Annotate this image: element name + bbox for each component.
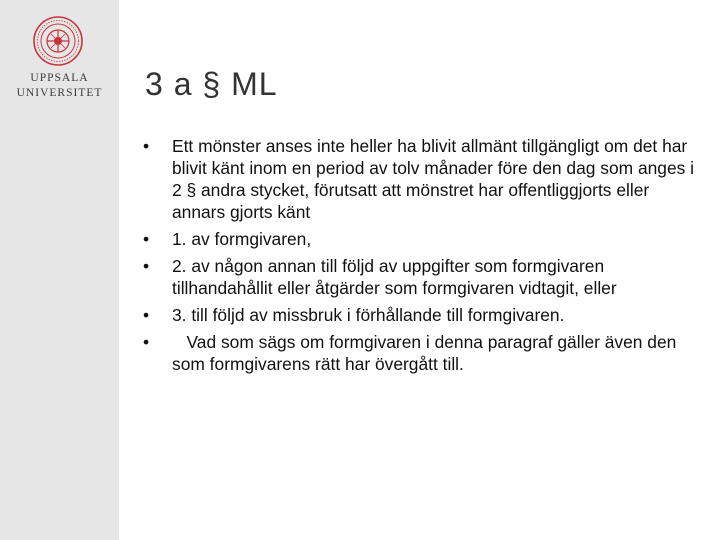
bullet-icon: • [143,229,150,249]
logo-text-line1: UPPSALA [30,72,89,84]
bullet-text: Ett mönster anses inte heller ha blivit allmänt tillgängligt om det har blivit känt inom en period av tolv månader före den dag som anges i 2 § andra stycket, förutsatt att mönstret har offentliggjorts eller annars gjorts känt [172,136,695,222]
bullet-item [142,331,702,375]
bullet-item [142,255,702,299]
logo-text-line2: UNIVERSITET [16,87,103,99]
bullet-icon: • [143,136,150,156]
bullet-list [142,135,702,380]
sidebar [0,0,119,540]
university-seal-icon [33,16,83,66]
bullet-icon: • [143,332,150,352]
bullet-text: 2. av någon annan till följd av uppgifter som formgivaren tillhandahållit eller åtgärder som formgivaren vidtagit, eller [172,256,617,298]
bullet-text: 3. till följd av missbruk i förhållande till formgivaren. [172,305,565,325]
bullet-icon: • [143,256,150,276]
bullet-text: 1. av formgivaren, [172,229,312,249]
bullet-item [142,228,702,250]
bullet-item [142,304,702,326]
bullet-text: Vad som sägs om formgivaren i denna paragraf gäller även den som formgivarens rätt har övergått till. [172,332,682,374]
bullet-icon: • [143,305,150,325]
slide-title: 3 a § ML [145,66,278,102]
bullet-item [142,135,702,223]
